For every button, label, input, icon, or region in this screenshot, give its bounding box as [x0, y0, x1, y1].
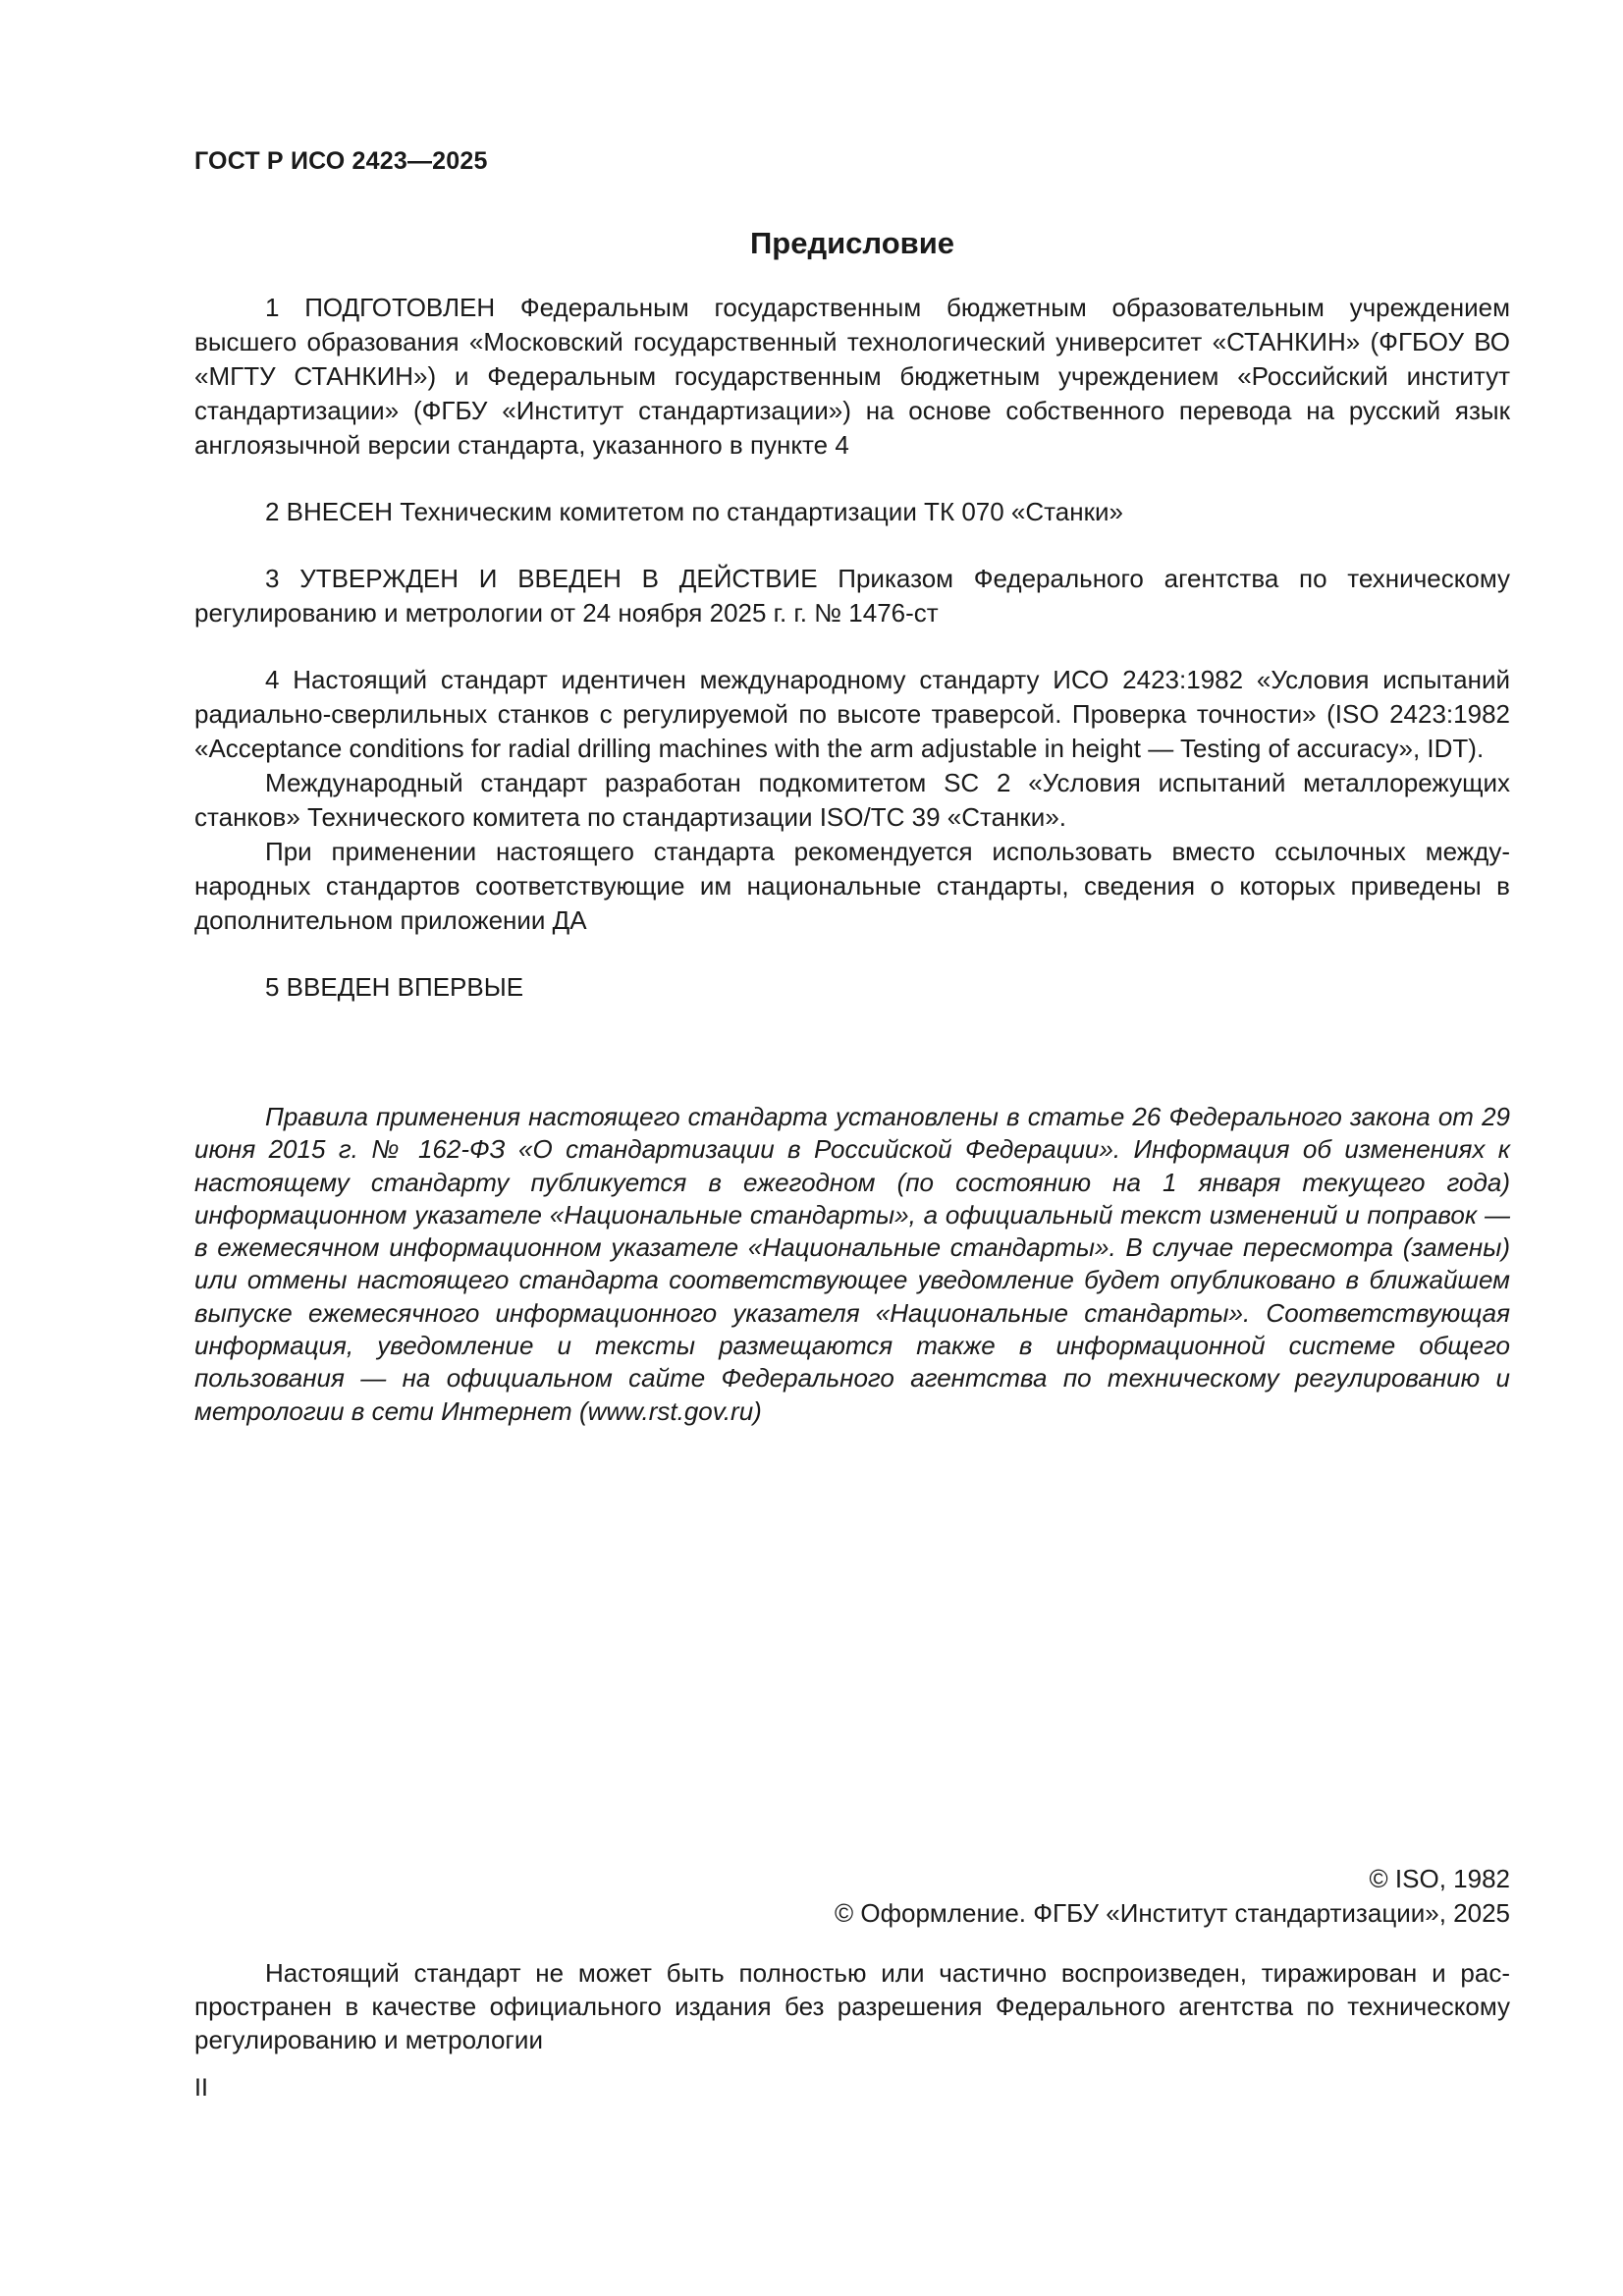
- iso-copyright: © ISO, 1982: [1369, 1864, 1510, 1893]
- foreword-item-2: 2 ВНЕСЕН Техническим комитетом по стандартизации ТК 070 «Станки»: [265, 497, 1123, 526]
- foreword-item-3: 3 УТВЕРЖДЕН И ВВЕДЕН В ДЕЙСТВИЕ Приказом Федерального агентства по техническому регулированию и метрологии от 24 ноября 2025 г. г. № 1476-ст: [194, 564, 1510, 628]
- document-code-header: ГОСТ Р ИСО 2423—2025: [194, 147, 488, 175]
- copyright-block: [835, 1862, 1510, 1931]
- foreword-item-4: 4 Настоящий стандарт идентичен международному стандарту ИСО 2423:1982 «Условия испытаний радиально-сверлильных станков с регулируемой по высоте траверсой. Проверка точности» (ISO 2423:1982 «Acceptance conditions for radial drilling machines with the arm adjustable in height — Testing of accuracy», IDT).: [194, 665, 1510, 763]
- foreword-item-1: 1 ПОДГОТОВЛЕН Федеральным государственным бюджетным образовательным учреждением высшего образования «Московский государственный технологический университет «СТАНКИН» (ФГБОУ ВО «МГТУ СТАНКИН») и Федеральным государственным бюджетным учреждением «Российский институт стандартизации» (ФГБУ «Институт стандартизации») на основе собственного перевода на русский язык англоязычной версии стандарта, указанного в пункте 4: [194, 293, 1510, 460]
- design-copyright: © Оформление. ФГБУ «Институт стандартизации», 2025: [835, 1898, 1510, 1928]
- application-rules-notice: Правила применения настоящего стандарта установлены в статье 26 Федерального закона от 29 июня 2015 г. № 162-ФЗ «О стандартизации в Российской Федерации». Информация об изменениях к настоящему стандарту публикуется в ежегодном (по состоянию на 1 января текущего года) информационном указателе «Национальные стандарты», а официальный текст изменений и поправок — в ежемесячном информационном указателе «Национальные стандарты». В случае пересмотра (замены) или отмены настоящего стандарта соответствующее уведомление будет опубликовано в ближайшем выпуске ежемесячного информационного указателя «Национальные стандарты». Соответствующая информация, уведомление и тексты размещаются также в информационной системе общего пользования — на официальном сайте Федерального агентства по техническому регулированию и метрологии в сети Интернет (www.rst.gov.ru): [194, 1102, 1510, 1426]
- foreword-item-5: 5 ВВЕДЕН ВПЕРВЫЕ: [265, 972, 524, 1002]
- reproduction-notice: Настоящий стандарт не может быть полностью или частично воспроизведен, тиражирован и распространен в качестве официального издания без разрешения Федерального агентства по техническому регулированию и метрологии: [194, 1958, 1510, 2054]
- foreword-item-4-subcommittee: Международный стандарт разработан подкомитетом SC 2 «Условия испытаний металлорежущих станков» Технического комитета по стандартизации ISO/TC 39 «Станки».: [194, 768, 1510, 832]
- foreword-title: Предисловие: [749, 226, 954, 260]
- page-number: II: [194, 2074, 208, 2102]
- foreword-item-4-references: При применении настоящего стандарта рекомендуется использовать вместо ссылочных международных стандартов соответствующие им национальные стандарты, сведения о которых приведены в дополнительном приложении ДА: [194, 837, 1510, 935]
- foreword-section: [194, 222, 1510, 1005]
